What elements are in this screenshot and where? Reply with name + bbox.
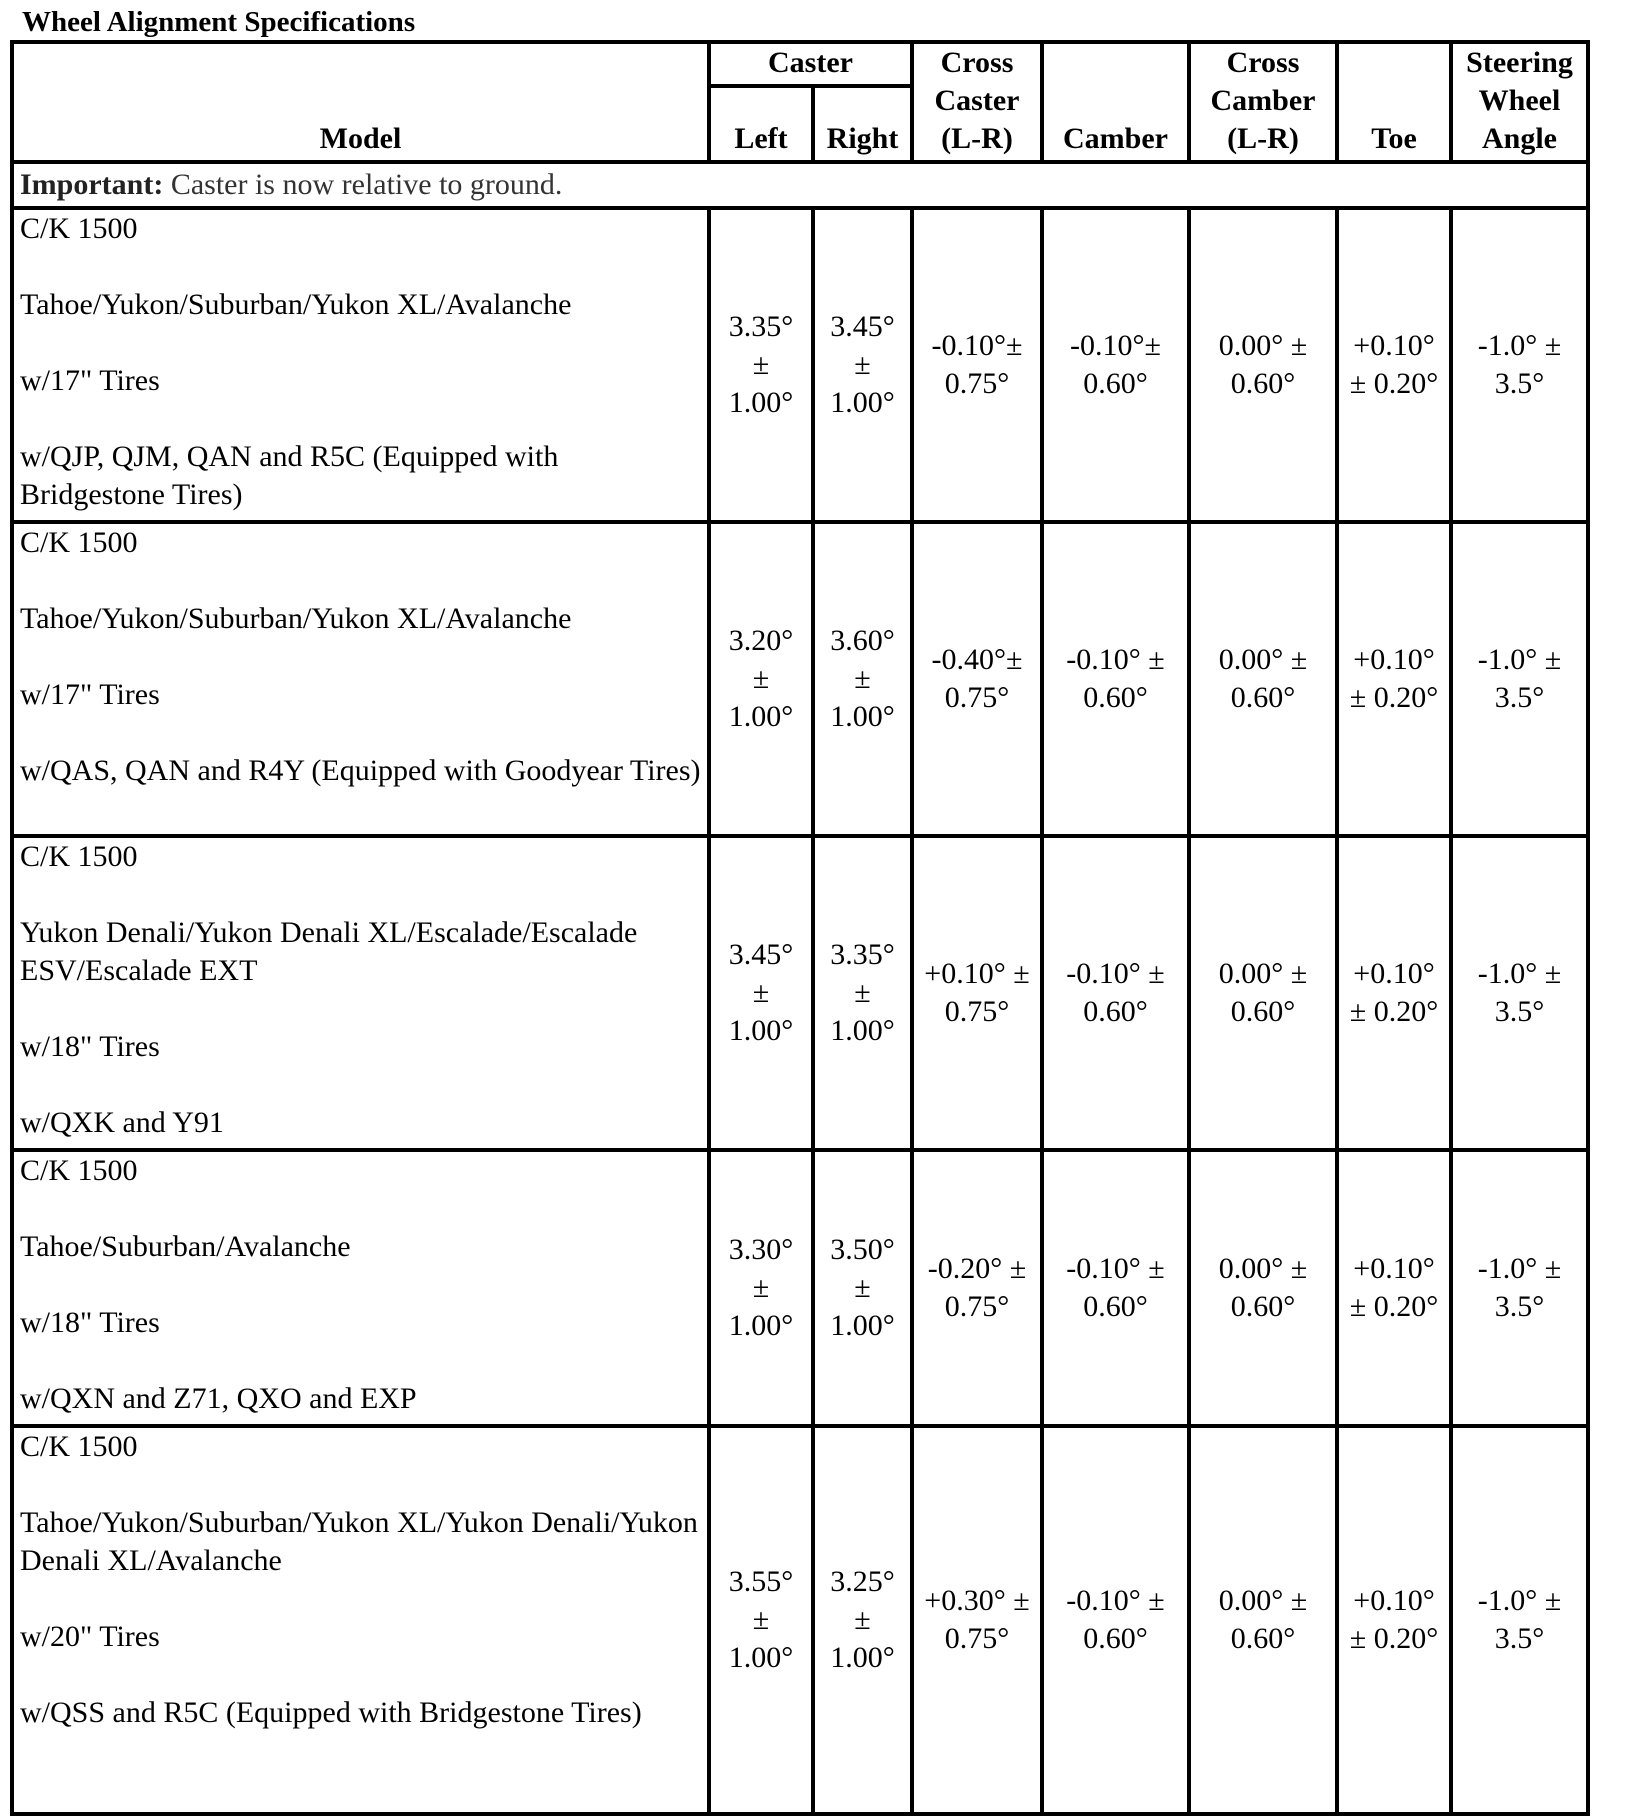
important-text: Caster is now relative to ground.	[163, 168, 563, 201]
steering-wheel-angle-cell: -1.0° ± 3.5°	[1451, 208, 1588, 522]
header-caster-right: Right	[813, 86, 912, 162]
cross-camber-cell: 0.00° ± 0.60°	[1189, 522, 1337, 836]
model-line: w/QSS and R5C (Equipped with Bridgestone Tires)	[20, 1696, 642, 1729]
model-cell	[12, 1150, 709, 1426]
header-model: Model	[12, 42, 709, 162]
caster-right-cell: 3.25° ± 1.00°	[813, 1426, 912, 1814]
toe-cell: +0.10° ± 0.20°	[1337, 208, 1451, 522]
cross-caster-cell: -0.20° ± 0.75°	[912, 1150, 1042, 1426]
model-line: w/20" Tires	[20, 1620, 160, 1653]
toe-cell: +0.10° ± 0.20°	[1337, 522, 1451, 836]
cross-camber-cell: 0.00° ± 0.60°	[1189, 1426, 1337, 1814]
note-row	[12, 162, 1588, 208]
cross-caster-cell: -0.10°± 0.75°	[912, 208, 1042, 522]
caster-left-cell: 3.45° ± 1.00°	[709, 836, 813, 1150]
model-line: Tahoe/Yukon/Suburban/Yukon XL/Yukon Denali/Yukon Denali XL/Avalanche	[20, 1506, 698, 1577]
header-caster-left: Left	[709, 86, 813, 162]
model-line: C/K 1500	[20, 840, 138, 873]
model-line: C/K 1500	[20, 1154, 138, 1187]
model-cell	[12, 522, 709, 836]
table-row	[12, 522, 1588, 836]
model-line: Yukon Denali/Yukon Denali XL/Escalade/Escalade ESV/Escalade EXT	[20, 916, 638, 987]
camber-cell: -0.10° ± 0.60°	[1042, 836, 1189, 1150]
model-line: Tahoe/Suburban/Avalanche	[20, 1230, 351, 1263]
caster-left-cell: 3.55° ± 1.00°	[709, 1426, 813, 1814]
important-note	[12, 162, 1588, 208]
header-cross-camber: Cross Camber (L-R)	[1189, 42, 1337, 162]
header-caster: Caster	[709, 42, 912, 86]
table-row	[12, 208, 1588, 522]
model-line: w/QXK and Y91	[20, 1106, 224, 1139]
caster-left-cell: 3.30° ± 1.00°	[709, 1150, 813, 1426]
table-row	[12, 836, 1588, 1150]
camber-cell: -0.10° ± 0.60°	[1042, 1150, 1189, 1426]
steering-wheel-angle-cell: -1.0° ± 3.5°	[1451, 836, 1588, 1150]
model-line: C/K 1500	[20, 1430, 138, 1463]
model-line: w/QXN and Z71, QXO and EXP	[20, 1382, 417, 1415]
header-steering-wheel-angle: Steering Wheel Angle	[1451, 42, 1588, 162]
steering-wheel-angle-cell: -1.0° ± 3.5°	[1451, 522, 1588, 836]
model-line: w/QAS, QAN and R4Y (Equipped with Goodyear Tires)	[20, 754, 701, 787]
model-cell	[12, 208, 709, 522]
toe-cell: +0.10° ± 0.20°	[1337, 1150, 1451, 1426]
model-line: w/18" Tires	[20, 1306, 160, 1339]
model-line: w/QJP, QJM, QAN and R5C (Equipped with Bridgestone Tires)	[20, 440, 559, 511]
caster-right-cell: 3.60° ± 1.00°	[813, 522, 912, 836]
cross-camber-cell: 0.00° ± 0.60°	[1189, 208, 1337, 522]
model-cell	[12, 836, 709, 1150]
document-title: Wheel Alignment Specifications	[22, 6, 416, 38]
caster-left-cell: 3.20° ± 1.00°	[709, 522, 813, 836]
toe-cell: +0.10° ± 0.20°	[1337, 836, 1451, 1150]
model-line: Tahoe/Yukon/Suburban/Yukon XL/Avalanche	[20, 602, 572, 635]
table-row	[12, 1150, 1588, 1426]
caster-right-cell: 3.45° ± 1.00°	[813, 208, 912, 522]
model-line: w/18" Tires	[20, 1030, 160, 1063]
camber-cell: -0.10° ± 0.60°	[1042, 1426, 1189, 1814]
alignment-spec-table	[10, 40, 1590, 1816]
caster-right-cell: 3.35° ± 1.00°	[813, 836, 912, 1150]
cross-caster-cell: +0.30° ± 0.75°	[912, 1426, 1042, 1814]
header-cross-caster: Cross Caster (L-R)	[912, 42, 1042, 162]
model-line: Tahoe/Yukon/Suburban/Yukon XL/Avalanche	[20, 288, 572, 321]
header-toe: Toe	[1337, 42, 1451, 162]
model-line: w/17" Tires	[20, 678, 160, 711]
model-line: w/17" Tires	[20, 364, 160, 397]
steering-wheel-angle-cell: -1.0° ± 3.5°	[1451, 1426, 1588, 1814]
caster-left-cell: 3.35° ± 1.00°	[709, 208, 813, 522]
header-camber: Camber	[1042, 42, 1189, 162]
model-cell	[12, 1426, 709, 1814]
camber-cell: -0.10° ± 0.60°	[1042, 522, 1189, 836]
caster-right-cell: 3.50° ± 1.00°	[813, 1150, 912, 1426]
camber-cell: -0.10°± 0.60°	[1042, 208, 1189, 522]
cross-caster-cell: -0.40°± 0.75°	[912, 522, 1042, 836]
model-line: C/K 1500	[20, 212, 138, 245]
model-line: C/K 1500	[20, 526, 138, 559]
cross-camber-cell: 0.00° ± 0.60°	[1189, 836, 1337, 1150]
table-row	[12, 1426, 1588, 1814]
header-row-top	[12, 42, 1588, 86]
cross-camber-cell: 0.00° ± 0.60°	[1189, 1150, 1337, 1426]
toe-cell: +0.10° ± 0.20°	[1337, 1426, 1451, 1814]
important-label: Important:	[20, 168, 164, 201]
steering-wheel-angle-cell: -1.0° ± 3.5°	[1451, 1150, 1588, 1426]
cross-caster-cell: +0.10° ± 0.75°	[912, 836, 1042, 1150]
